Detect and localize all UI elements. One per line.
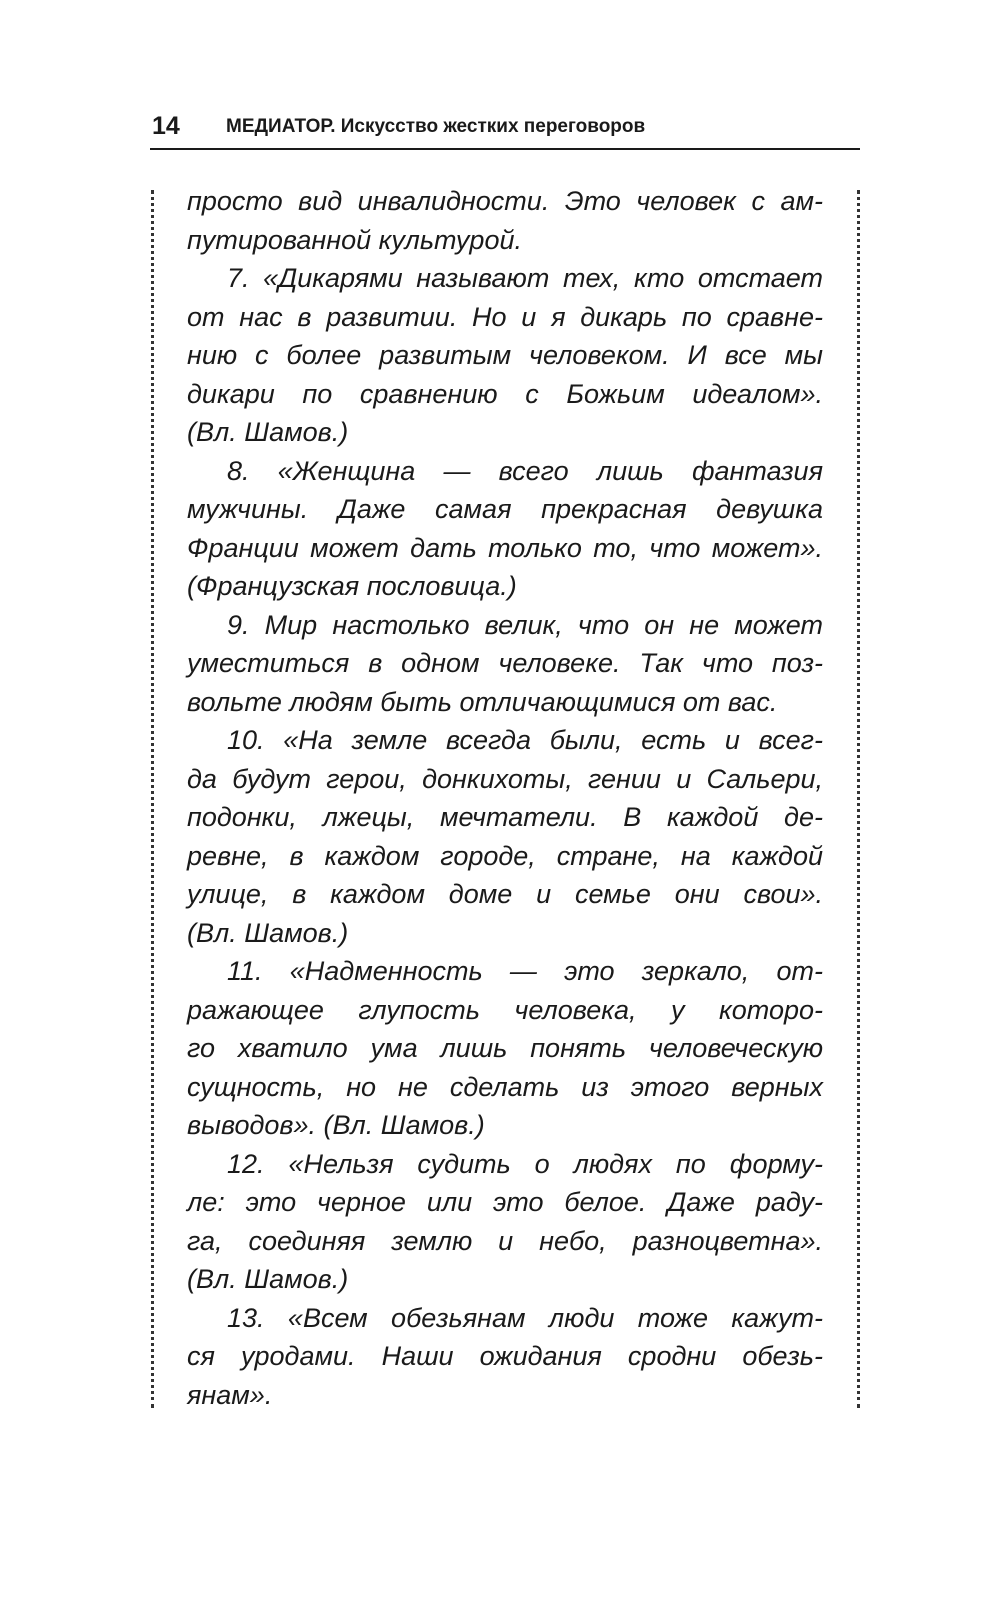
text-line: улице, в каждом доме и семье они свои». — [187, 879, 823, 909]
text-line: янам». — [187, 1379, 273, 1410]
text-line: ле: это черное или это белое. Даже раду- — [187, 1187, 823, 1217]
text-line: ражающее глупость человека, у которо- — [187, 994, 823, 1025]
text-line: (Вл. Шамов.) — [187, 1264, 349, 1294]
text-line: 7. «Дикарями называют тех, кто отстает — [227, 263, 823, 293]
text-line: 9. Мир настолько велик, что он не может — [227, 609, 823, 640]
text-line: просто вид инвалидности. Это человек с ам- — [187, 186, 823, 216]
body-text — [187, 182, 823, 1414]
text-line: ся уродами. Наши ожидания сродни обезь- — [187, 1341, 823, 1371]
text-line: 12. «Нельзя судить о людях по форму- — [227, 1148, 823, 1179]
text-line: сущность, но не сделать из этого верных — [187, 1071, 823, 1102]
running-title: МЕДИАТОР. Искусство жестких переговоров — [226, 116, 646, 137]
page-number: 14 — [152, 112, 180, 140]
text-line: вольте людям быть отличающимися от вас. — [187, 686, 778, 717]
text-line: 11. «Надменность — это зеркало, от- — [227, 956, 823, 986]
text-line: от нас в развитии. Но и я дикарь по сравне- — [187, 301, 823, 332]
right-dotted-border — [857, 190, 860, 1408]
text-line: выводов». (Вл. Шамов.) — [187, 1110, 485, 1140]
text-line: 13. «Всем обезьянам люди тоже кажут- — [227, 1302, 823, 1333]
text-line: го хватило ума лишь понять человеческую — [187, 1033, 823, 1063]
text-line: ревне, в каждом городе, стране, на каждой — [187, 840, 823, 871]
text-line: да будут герои, донкихоты, гении и Сальери, — [187, 763, 823, 794]
text-line: Франции может дать только то, что может». — [187, 532, 823, 563]
text-line: (Вл. Шамов.) — [187, 917, 349, 948]
text-line: дикари по сравнению с Божьим идеалом». — [187, 378, 823, 409]
text-line: 10. «На земле всегда были, есть и всег- — [227, 725, 823, 755]
text-line: (Французская пословица.) — [187, 571, 517, 601]
text-line: путированной культурой. — [187, 224, 522, 255]
text-line: (Вл. Шамов.) — [187, 417, 349, 447]
text-line: га, соединяя землю и небо, разноцветна». — [187, 1225, 823, 1256]
text-line: мужчины. Даже самая прекрасная девушка — [187, 494, 823, 524]
text-line: подонки, лжецы, мечтатели. В каждой де- — [187, 802, 823, 832]
text-line: уместиться в одном человеке. Так что поз- — [187, 648, 823, 678]
text-line: 8. «Женщина — всего лишь фантазия — [227, 455, 823, 486]
page-header — [150, 108, 860, 150]
left-dotted-border — [151, 190, 154, 1408]
text-line: нию с более развитым человеком. И все мы — [187, 340, 823, 370]
